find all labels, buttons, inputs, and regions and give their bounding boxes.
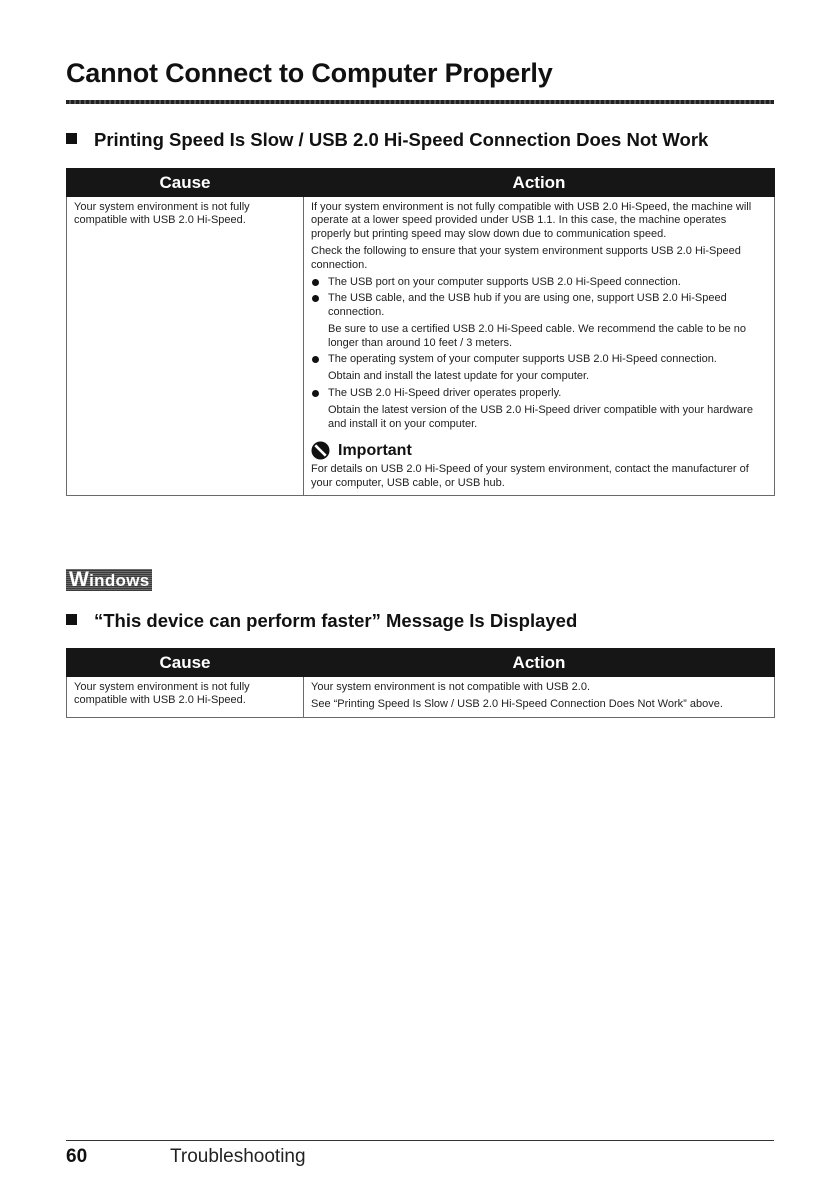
footer-rule <box>66 1140 774 1141</box>
footer-section-title: Troubleshooting <box>170 1146 306 1167</box>
section-heading-text: Printing Speed Is Slow / USB 2.0 Hi-Speed Connection Does Not Work <box>94 129 709 150</box>
important-text: For details on USB 2.0 Hi-Speed of your system environment, contact the manufacturer of your computer, USB cable, or USB hub. <box>311 463 749 489</box>
page-title: Cannot Connect to Computer Properly <box>66 58 553 88</box>
column-header-action: Action <box>304 649 775 677</box>
action-text: Your system environment is not compatible with USB 2.0. <box>311 681 591 693</box>
square-bullet-icon <box>66 133 77 144</box>
list-item <box>311 387 767 431</box>
cause-text: Your system environment is not fully compatible with USB 2.0 Hi-Speed. <box>74 201 250 227</box>
windows-badge-initial: W <box>69 568 90 591</box>
cause-cell <box>67 197 304 496</box>
check-text: The USB cable, and the USB hub if you are using one, support USB 2.0 Hi-Speed connection. <box>328 292 727 318</box>
title-rule <box>66 100 774 104</box>
list-item <box>311 353 767 384</box>
check-note: Obtain and install the latest update for your computer. <box>328 370 590 383</box>
windows-badge <box>66 569 152 591</box>
check-list <box>311 276 767 431</box>
check-note: Obtain the latest version of the USB 2.0 Hi-Speed driver compatible with your hardware and install it on your computer. <box>328 404 753 430</box>
table-row <box>67 197 775 496</box>
check-note: Be sure to use a certified USB 2.0 Hi-Speed cable. We recommend the cable to be no longer than around 10 feet / 3 meters. <box>328 323 747 349</box>
prohibited-icon <box>311 441 330 460</box>
column-header-action: Action <box>304 169 775 197</box>
action-intro: If your system environment is not fully compatible with USB 2.0 Hi-Speed, the machine will operate at a lower speed provided under USB 1.1. In this case, the machine operates properly but printing speed may slow down due to communication speed. <box>311 201 752 240</box>
list-item <box>311 292 767 350</box>
cause-text: Your system environment is not fully compatible with USB 2.0 Hi-Speed. <box>74 681 250 707</box>
cause-cell <box>67 677 304 718</box>
column-header-cause: Cause <box>67 649 304 677</box>
troubleshooting-table-device-faster <box>66 648 775 718</box>
section-heading-device-faster <box>66 610 577 632</box>
action-check: Check the following to ensure that your system environment supports USB 2.0 Hi-Speed connection. <box>311 245 741 271</box>
check-text: The USB port on your computer supports USB 2.0 Hi-Speed connection. <box>328 276 681 289</box>
action-cell <box>304 677 775 718</box>
action-text: See “Printing Speed Is Slow / USB 2.0 Hi-Speed Connection Does Not Work” above. <box>311 698 723 711</box>
section-heading-text: “This device can perform faster” Message Is Displayed <box>94 610 578 631</box>
table-row <box>67 677 775 718</box>
action-cell <box>304 197 775 496</box>
important-notice-heading <box>311 441 767 460</box>
check-text: The USB 2.0 Hi-Speed driver operates properly. <box>328 386 562 399</box>
page-number: 60 <box>66 1146 88 1167</box>
square-bullet-icon <box>66 614 77 625</box>
check-text: The operating system of your computer supports USB 2.0 Hi-Speed connection. <box>328 353 717 366</box>
section-heading-printing-speed <box>66 129 708 151</box>
column-header-cause: Cause <box>67 169 304 197</box>
troubleshooting-table-printing-speed <box>66 168 775 496</box>
important-label: Important <box>338 441 412 459</box>
windows-badge-text: indows <box>89 571 150 590</box>
list-item <box>311 276 767 289</box>
